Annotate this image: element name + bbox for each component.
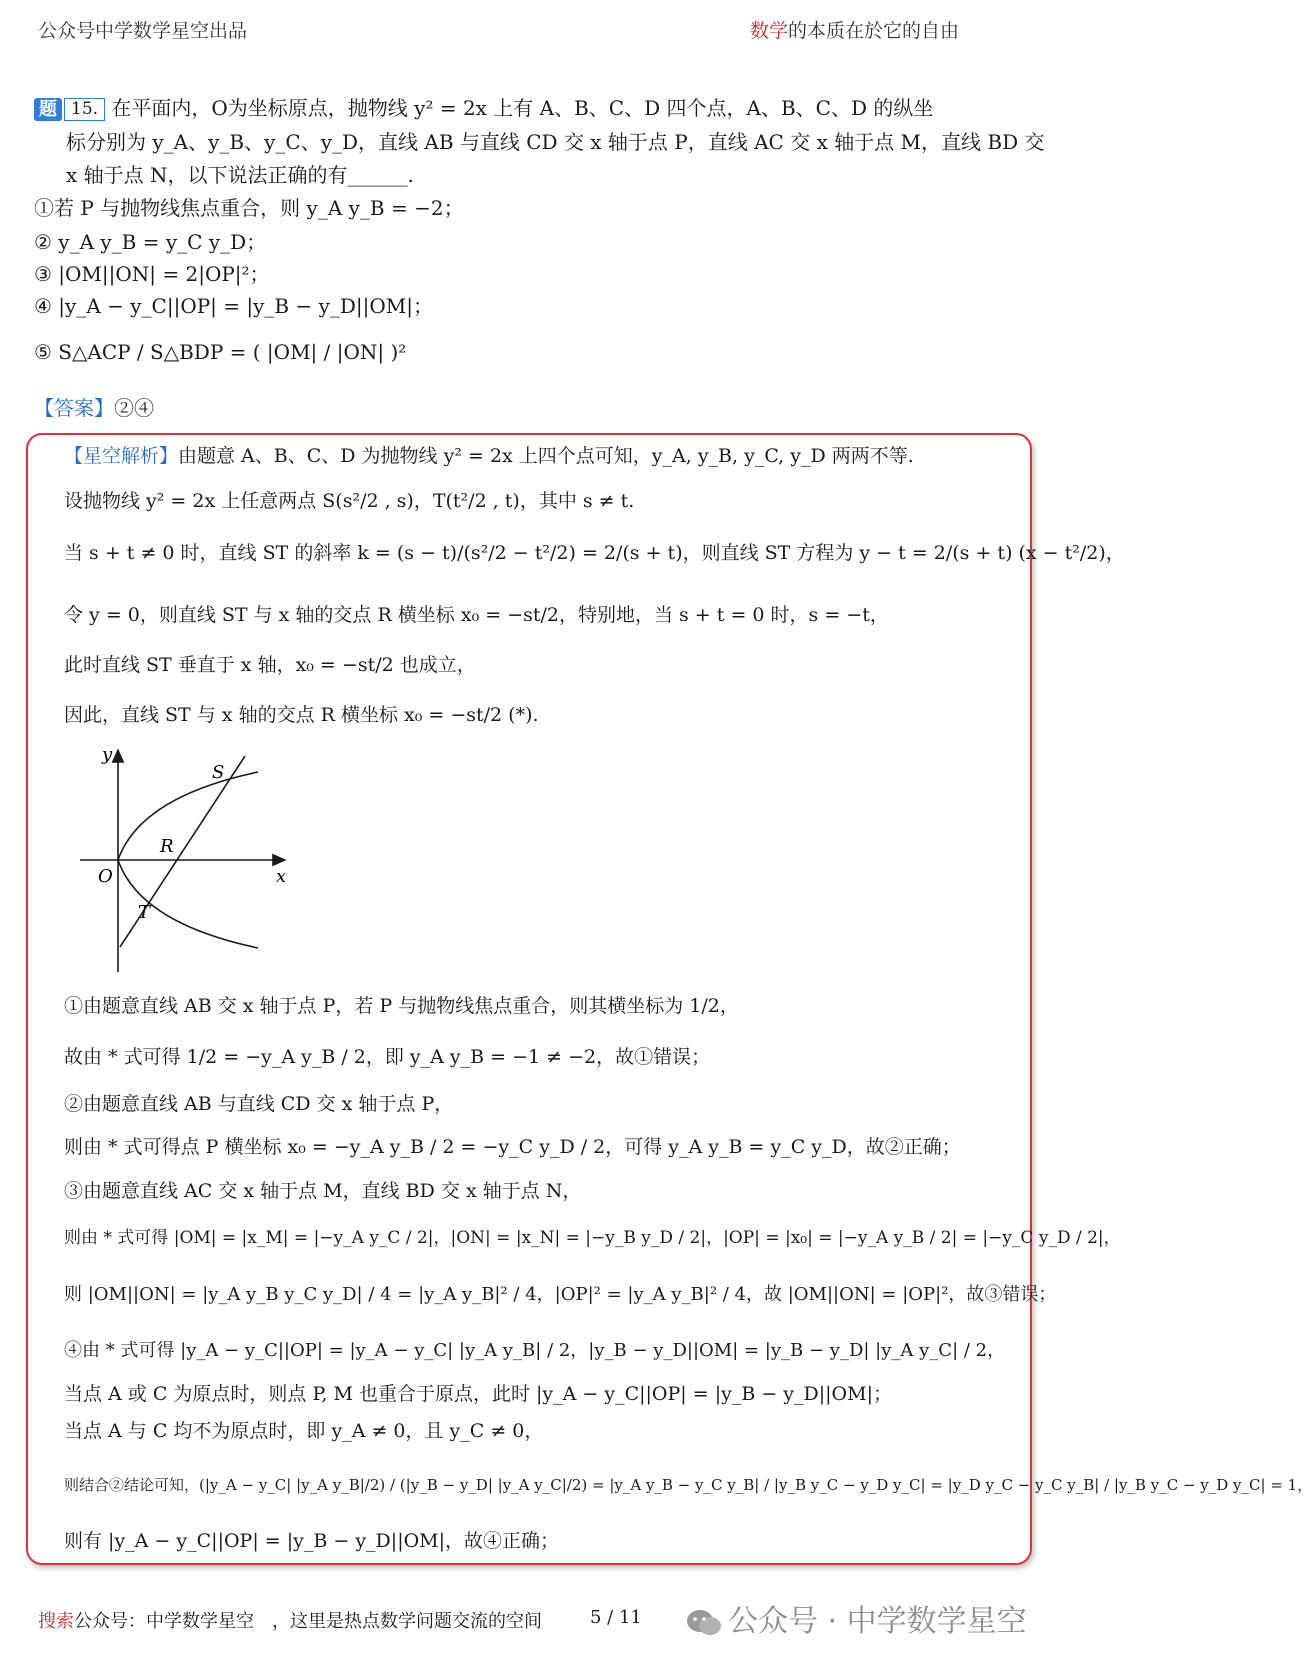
solution-p6: 则由 * 式可得 |OM| = |x_M| = |−y_A y_C / 2|，|ON| = |x_N| = |−y_B y_D / 2|，|OP| = |x₀| = |−y_A y_B / 2| = |−y_C y_D / 2|， [64, 1228, 1121, 1248]
option-3: ③ |OM||ON| = 2|OP|²； [34, 262, 270, 286]
wechat-icon [686, 1609, 722, 1637]
solution-p9: 当点 A 或 C 为原点时，则点 P, M 也重合于原点，此时 |y_A − y_C||OP| = |y_B − y_D||OM|； [64, 1383, 892, 1405]
solution-line-6: 因此，直线 ST 与 x 轴的交点 R 横坐标 x₀ = −st/2 (*). [64, 704, 539, 726]
solution-p2: 故由 * 式可得 1/2 = −y_A y_B / 2，即 y_A y_B = −1 ≠ −2，故①错误； [64, 1046, 711, 1068]
label-t: T [138, 902, 151, 923]
question-number: 15. [64, 98, 105, 120]
answer-value: ②④ [114, 396, 154, 420]
page-number: 5 / 11 [590, 1607, 642, 1628]
header-right [750, 16, 959, 43]
solution-line-5: 此时直线 ST 垂直于 x 轴，x₀ = −st/2 也成立， [64, 654, 476, 676]
question-line-3: x 轴于点 N，以下说法正确的有______. [66, 163, 414, 187]
footer-text: 公众号：中学数学星空 ，这里是热点数学问题交流的空间 [74, 1611, 542, 1632]
watermark [686, 1596, 1027, 1640]
solution-p7: 则 |OM||ON| = |y_A y_B y_C y_D| / 4 = |y_A y_B|² / 4，|OP|² = |y_A y_B|² / 4，故 |OM||ON| = |OP|²，故③错误； [64, 1284, 1057, 1305]
answer-label: 【答案】 [34, 396, 114, 420]
solution-p10: 当点 A 与 C 均不为原点时，即 y_A ≠ 0，且 y_C ≠ 0， [64, 1420, 544, 1442]
answer-line [34, 396, 154, 420]
header-left: 公众号中学数学星空出品 [38, 20, 248, 42]
option-4: ④ |y_A − y_C||OP| = |y_B − y_D||OM|； [34, 294, 434, 318]
option-5: ⑤ S△ACP / S△BDP = ( |OM| / |ON| )² [34, 340, 407, 364]
option-2: ② y_A y_B = y_C y_D； [34, 230, 267, 254]
solution-p11: 则结合②结论可知，(|y_A − y_C| |y_A y_B|/2) / (|y_B − y_D| |y_A y_C|/2) = |y_A y_B − y_C y_B| / |y_B y_C − y_D y_C| = |y_D y_C − y_C y_B| / |y_B y_C − y_D y_C| = 1， [64, 1476, 1312, 1494]
question-badge: 题 [34, 98, 62, 122]
parabola-graph [80, 742, 300, 974]
header-right-red: 数学 [750, 20, 789, 42]
label-o: O [98, 866, 113, 887]
label-x: x [276, 866, 287, 887]
solution-p12: 则有 |y_A − y_C||OP| = |y_B − y_D||OM|，故④正确； [64, 1530, 560, 1552]
option-1: ①若 P 与抛物线焦点重合，则 y_A y_B = −2； [34, 196, 464, 220]
header-right-rest: 的本质在於它的自由 [788, 20, 960, 42]
question-line-2: 标分别为 y_A、y_B、y_C、y_D，直线 AB 与直线 CD 交 x 轴于点 P，直线 AC 交 x 轴于点 M，直线 BD 交 [66, 130, 1045, 154]
label-y: y [102, 744, 113, 765]
solution-tag: 【星空解析】 [64, 445, 179, 467]
solution-line-4: 令 y = 0，则直线 ST 与 x 轴的交点 R 横坐标 x₀ = −st/2，特别地，当 s + t = 0 时，s = −t， [64, 604, 889, 626]
question-line-1 [34, 96, 933, 121]
solution-line-1 [64, 445, 914, 468]
solution-p1: ①由题意直线 AB 交 x 轴于点 P，若 P 与抛物线焦点重合，则其横坐标为 1/2， [64, 995, 739, 1017]
solution-line-2: 设抛物线 y² = 2x 上任意两点 S(s²/2 , s)，T(t²/2 , t)，其中 s ≠ t. [64, 490, 635, 512]
question-text-1: 在平面内，O为坐标原点，抛物线 y² = 2x 上有 A、B、C、D 四个点，A、B、C、D 的纵坐 [111, 96, 934, 120]
solution-p3: ②由题意直线 AB 与直线 CD 交 x 轴于点 P， [64, 1093, 454, 1115]
label-s: S [212, 762, 225, 783]
footer-left [38, 1607, 542, 1633]
label-r: R [160, 836, 174, 857]
solution-p8: ④由 * 式可得 |y_A − y_C||OP| = |y_A − y_C| |y_A y_B| / 2，|y_B − y_D||OM| = |y_B − y_D| |y_A y_C| / 2， [64, 1340, 1006, 1361]
solution-line-3: 当 s + t ≠ 0 时，直线 ST 的斜率 k = (s − t)/(s²/2 − t²/2) = 2/(s + t)，则直线 ST 方程为 y − t = 2/(s + t) (x − t²/2)， [64, 542, 1125, 564]
solution-p4: 则由 * 式可得点 P 横坐标 x₀ = −y_A y_B / 2 = −y_C y_D / 2，可得 y_A y_B = y_C y_D，故②正确； [64, 1136, 961, 1158]
watermark-text: 公众号 · 中学数学星空 [728, 1604, 1027, 1639]
footer-search: 搜索 [38, 1611, 74, 1632]
solution-p5: ③由题意直线 AC 交 x 轴于点 M，直线 BD 交 x 轴于点 N， [64, 1180, 582, 1202]
solution-text-1: 由题意 A、B、C、D 为抛物线 y² = 2x 上四个点可知，y_A, y_B, y_C, y_D 两两不等. [178, 445, 914, 467]
